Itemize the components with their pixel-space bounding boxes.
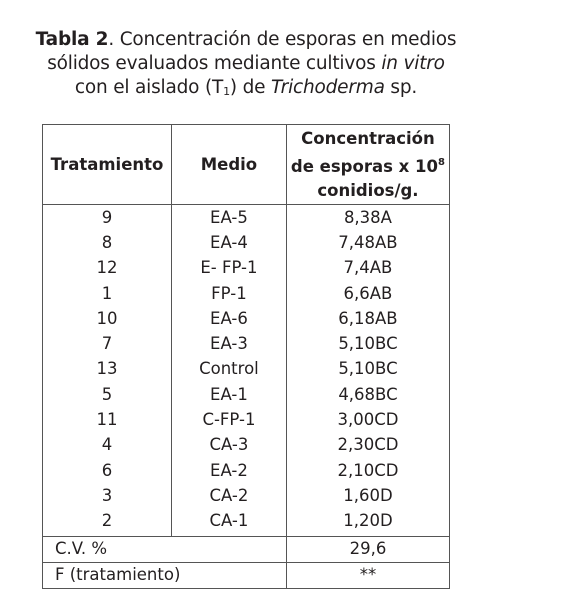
cell-treatment: 9 — [43, 205, 172, 231]
cell-treatment: 4 — [43, 433, 172, 458]
caption-text: con el aislado (T — [74, 77, 224, 98]
cell-medium: EA-6 — [171, 306, 286, 331]
caption-italic-term: in vitro — [381, 53, 445, 74]
cell-concentration: 7,4AB — [286, 256, 449, 281]
cell-concentration: 1,60D — [286, 483, 449, 508]
table-row — [43, 357, 450, 382]
table-row — [43, 230, 450, 255]
cell-concentration: 1,20D — [286, 509, 449, 537]
cv-label: C.V. % — [43, 536, 287, 562]
cell-medium: FP-1 — [171, 281, 286, 306]
f-value: ** — [286, 562, 449, 588]
cv-row — [43, 536, 450, 562]
table-row — [43, 407, 450, 432]
cell-medium: CA-1 — [171, 509, 286, 537]
cell-treatment: 7 — [43, 331, 172, 356]
caption-line-3 — [0, 76, 492, 104]
cell-treatment: 3 — [43, 483, 172, 508]
table-row — [43, 382, 450, 407]
table-caption — [0, 28, 492, 104]
table-row — [43, 281, 450, 306]
cell-treatment: 8 — [43, 230, 172, 255]
table-body — [43, 205, 450, 537]
cv-value: 29,6 — [286, 536, 449, 562]
cell-medium: EA-3 — [171, 331, 286, 356]
cell-medium: EA-1 — [171, 382, 286, 407]
caption-subscript: 1 — [223, 85, 230, 98]
cell-concentration: 5,10BC — [286, 357, 449, 382]
cell-treatment: 6 — [43, 458, 172, 483]
cell-medium: CA-3 — [171, 433, 286, 458]
caption-label: Tabla 2 — [35, 29, 109, 50]
cell-treatment: 10 — [43, 306, 172, 331]
header-concentration-line-1: Concentración — [301, 128, 435, 148]
cell-treatment: 2 — [43, 509, 172, 537]
header-concentration-text: de esporas x 10 — [290, 156, 439, 176]
cell-concentration: 2,10CD — [286, 458, 449, 483]
cell-treatment: 11 — [43, 407, 172, 432]
cell-concentration: 7,48AB — [286, 230, 449, 255]
table-row — [43, 458, 450, 483]
header-concentration-line-2 — [291, 151, 445, 179]
table-header-row — [43, 125, 450, 205]
table-row — [43, 306, 450, 331]
table-row — [43, 483, 450, 508]
cell-medium: Control — [171, 357, 286, 382]
table-row — [43, 433, 450, 458]
caption-text: . Concentración de esporas en medios — [108, 29, 457, 50]
header-treatment: Tratamiento — [43, 125, 172, 205]
cell-treatment: 12 — [43, 256, 172, 281]
header-exponent: 8 — [438, 156, 445, 168]
spore-concentration-table — [42, 124, 450, 589]
table-row — [43, 205, 450, 231]
caption-text: sp. — [384, 77, 418, 98]
header-medium: Medio — [171, 125, 286, 205]
cell-concentration: 3,00CD — [286, 407, 449, 432]
caption-text: ) de — [229, 77, 271, 98]
caption-line-2 — [0, 52, 492, 76]
cell-concentration: 4,68BC — [286, 382, 449, 407]
cell-medium: EA-2 — [171, 458, 286, 483]
caption-text: sólidos evaluados mediante cultivos — [47, 53, 382, 74]
cell-concentration: 2,30CD — [286, 433, 449, 458]
cell-concentration: 8,38A — [286, 205, 449, 231]
f-label: F (tratamiento) — [43, 562, 287, 588]
cell-treatment: 1 — [43, 281, 172, 306]
caption-line-1 — [0, 28, 492, 52]
cell-medium: CA-2 — [171, 483, 286, 508]
table-row — [43, 509, 450, 537]
cell-concentration: 5,10BC — [286, 331, 449, 356]
cell-treatment: 5 — [43, 382, 172, 407]
table-row — [43, 256, 450, 281]
cell-medium: C-FP-1 — [171, 407, 286, 432]
cell-medium: EA-4 — [171, 230, 286, 255]
cell-medium: E- FP-1 — [171, 256, 286, 281]
cell-concentration: 6,18AB — [286, 306, 449, 331]
table-row — [43, 331, 450, 356]
cell-treatment: 13 — [43, 357, 172, 382]
header-concentration-line-3: conidios/g. — [317, 180, 419, 200]
header-concentration — [286, 125, 449, 205]
cell-medium: EA-5 — [171, 205, 286, 231]
caption-genus-name: Trichoderma — [271, 77, 385, 98]
f-row — [43, 562, 450, 588]
cell-concentration: 6,6AB — [286, 281, 449, 306]
